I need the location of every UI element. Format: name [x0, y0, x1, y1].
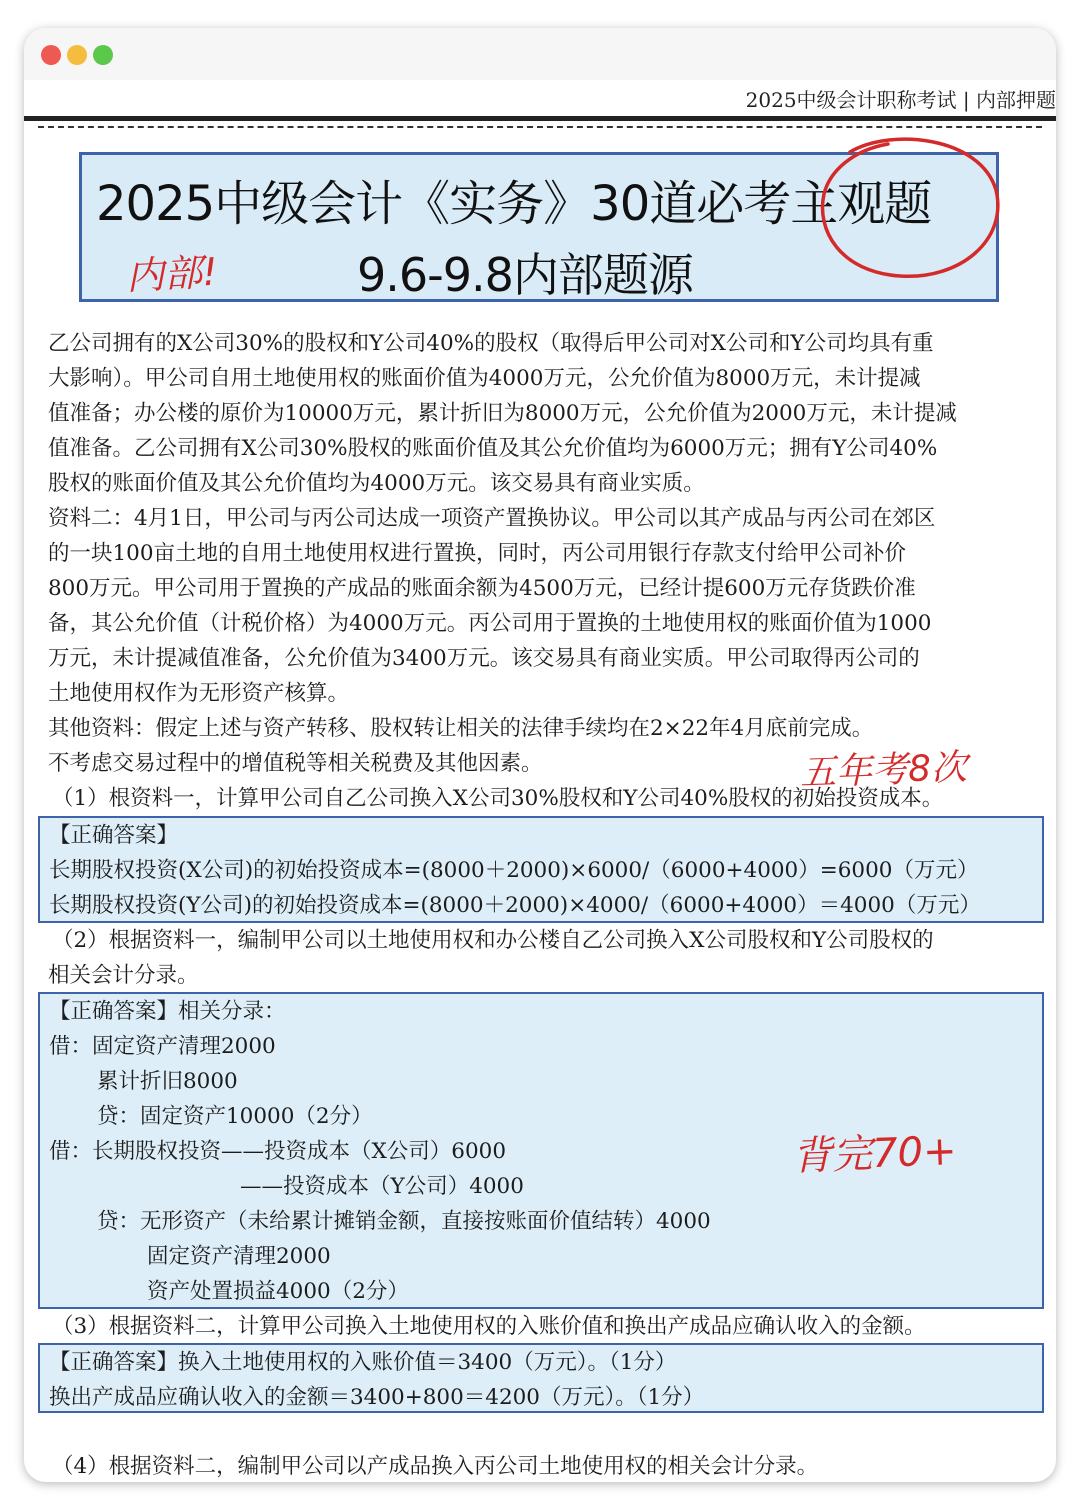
- paragraph-line: 股权的账面价值及其公允价值均为4000万元。该交易具有商业实质。: [48, 471, 705, 496]
- answer-box-1: [38, 816, 1044, 923]
- question-2-cont: 相关会计分录。: [48, 963, 199, 988]
- journal-entry-line: 借：长期股权投资——投资成本（X公司）6000: [49, 1139, 507, 1164]
- handwritten-circle-mark: [810, 130, 1010, 290]
- paragraph-line: 其他资料：假定上述与资产转移、股权转让相关的法律手续均在2×22年4月底前完成。: [48, 716, 874, 741]
- journal-entry-line: 固定资产清理2000: [147, 1244, 331, 1269]
- journal-entry-line: 资产处置损益4000（2分）: [147, 1279, 409, 1304]
- window-titlebar: [24, 28, 1056, 80]
- paragraph-line: 的一块100亩土地的自用土地使用权进行置换，同时，丙公司用银行存款支付给甲公司补价: [48, 541, 907, 566]
- handwritten-note-memorize: 背完70+: [791, 1128, 958, 1180]
- handwritten-note-frequency: 五年考8次: [799, 747, 968, 794]
- answer-line: 换出产成品应确认收入的金额＝3400+800＝4200（万元）。（1分）: [49, 1385, 705, 1410]
- journal-entry-line: 贷：固定资产10000（2分）: [97, 1104, 373, 1129]
- maximize-window-button[interactable]: [93, 45, 113, 65]
- journal-entry-line: 贷：无形资产（未给累计摊销金额，直接按账面价值结转）4000: [97, 1209, 711, 1234]
- paragraph-line: 乙公司拥有的X公司30%的股权和Y公司40%的股权（取得后甲公司对X公司和Y公司均具有重: [48, 331, 934, 356]
- paragraph-line: 备，其公允价值（计税价格）为4000万元。丙公司用于置换的土地使用权的账面价值为1000: [48, 611, 932, 636]
- answer-box-2: [38, 992, 1044, 1309]
- paragraph-line: 不考虑交易过程中的增值税等相关税费及其他因素。: [48, 751, 543, 776]
- paragraph-line: 土地使用权作为无形资产核算。: [48, 681, 350, 706]
- minimize-window-button[interactable]: [67, 45, 87, 65]
- header-text: 2025中级会计职称考试 | 内部押题: [745, 88, 1056, 112]
- answer-line: 长期股权投资(Y公司)的初始投资成本=(8000＋2000)×4000/（6000+4000）＝4000（万元）: [49, 893, 981, 918]
- question-4: （4）根据资料二，编制甲公司以产成品换入丙公司土地使用权的相关会计分录。: [52, 1454, 819, 1479]
- paragraph-line: 值准备。乙公司拥有X公司30%股权的账面价值及其公允价值均为6000万元；拥有Y公司40%: [48, 436, 938, 461]
- page-title: 2025中级会计《实务》30道必考主观题: [96, 176, 932, 232]
- paragraph-line: 800万元。甲公司用于置换的产成品的账面余额为4500万元，已经计提600万元存货跌价准: [48, 576, 916, 601]
- question-2: （2）根据资料一，编制甲公司以土地使用权和办公楼自乙公司换入X公司股权和Y公司股权的: [52, 928, 934, 953]
- answer-line: 【正确答案】换入土地使用权的入账价值＝3400（万元）。（1分）: [49, 1350, 677, 1375]
- document-window: [24, 28, 1056, 1482]
- journal-entry-line: ——投资成本（Y公司）4000: [240, 1174, 524, 1199]
- question-1: （1）根资料一，计算甲公司自乙公司换入X公司30%股权和Y公司40%股权的初始投资成本。: [52, 786, 944, 811]
- page-header: [24, 80, 1056, 121]
- answer-label: 【正确答案】: [49, 823, 179, 848]
- paragraph-line: 值准备；办公楼的原价为10000万元，累计折旧为8000万元，公允价值为2000万元，未计提减: [48, 401, 957, 426]
- paragraph-line: 万元，未计提减值准备，公允价值为3400万元。该交易具有商业实质。甲公司取得丙公司的: [48, 646, 920, 671]
- answer-label: 【正确答案】相关分录：: [49, 999, 286, 1024]
- page-subtitle: 9.6-9.8内部题源: [357, 248, 693, 302]
- close-window-button[interactable]: [41, 45, 61, 65]
- dashed-divider: [38, 126, 1042, 128]
- journal-entry-line: 累计折旧8000: [97, 1069, 238, 1094]
- journal-entry-line: 借：固定资产清理2000: [49, 1034, 276, 1059]
- answer-line: 长期股权投资(X公司)的初始投资成本=(8000＋2000)×6000/（6000+4000）=6000（万元）: [49, 858, 979, 883]
- paragraph-line: 大影响）。甲公司自用土地使用权的账面价值为4000万元，公允价值为8000万元，未计提减: [48, 366, 921, 391]
- handwritten-note-internal: 内部!: [125, 249, 219, 299]
- question-3: （3）根据资料二，计算甲公司换入土地使用权的入账价值和换出产成品应确认收入的金额。: [52, 1314, 926, 1339]
- paragraph-line: 资料二：4月1日，甲公司与丙公司达成一项资产置换协议。甲公司以其产成品与丙公司在郊区: [48, 506, 936, 531]
- answer-box-3: [38, 1343, 1044, 1413]
